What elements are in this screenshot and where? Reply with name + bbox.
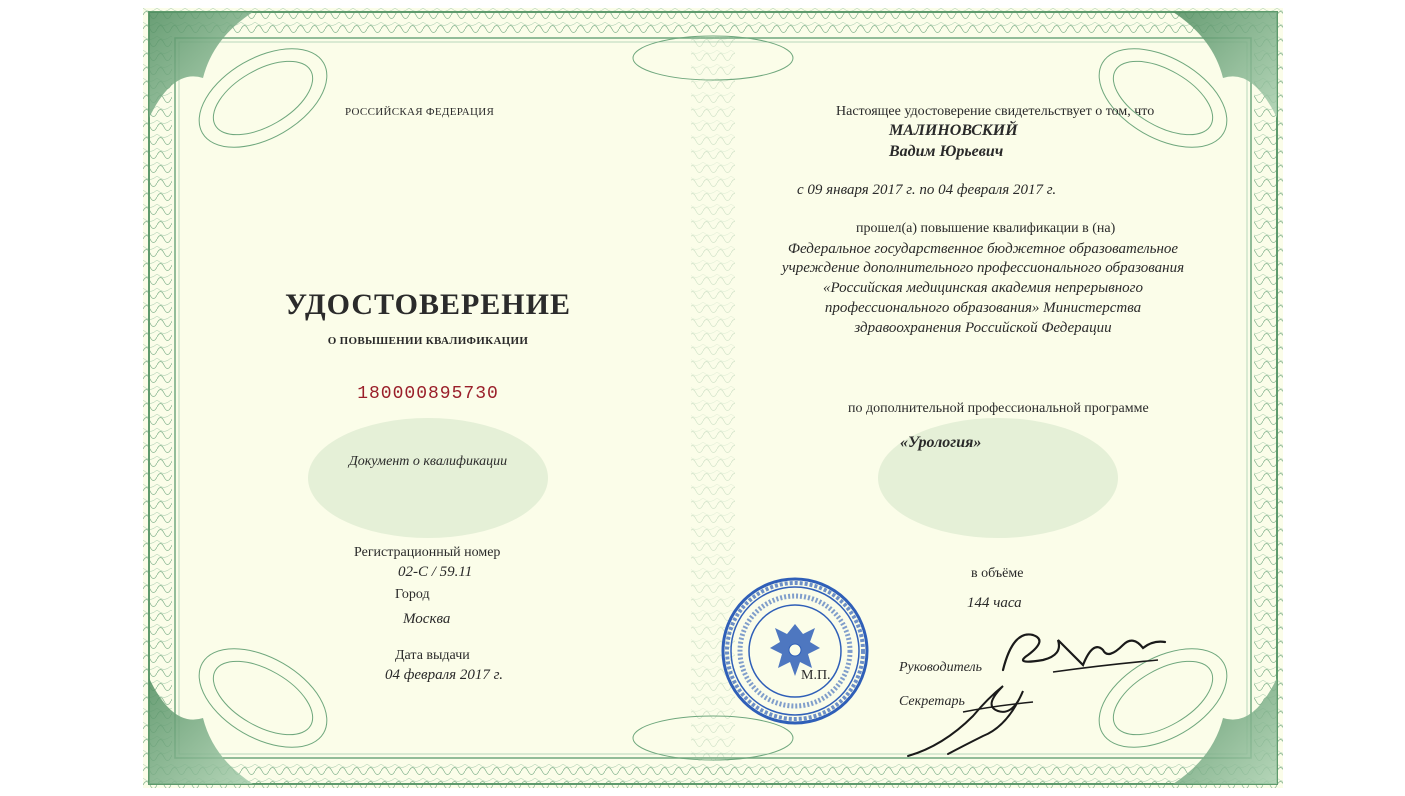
institution-line: учреждение дополнительного профессионального образования xyxy=(781,260,1185,276)
issue-date-label: Дата выдачи xyxy=(395,648,470,663)
institution-line: «Российская медицинская академия непрерывного xyxy=(822,280,1144,296)
program-name: «Урология» xyxy=(900,434,982,451)
given-names: Вадим Юрьевич xyxy=(889,143,1004,160)
program-label: по дополнительной профессиональной программе xyxy=(848,401,1149,416)
serial-number: 180000895730 xyxy=(357,384,499,404)
registration-label: Регистрационный номер xyxy=(354,545,501,560)
document-type: Документ о квалификации xyxy=(348,454,508,469)
city-label: Город xyxy=(395,587,430,602)
intro-text: Настоящее удостоверение свидетельствует о том, что xyxy=(836,104,1155,119)
volume-label: в объёме xyxy=(971,566,1024,581)
document-subtitle: О ПОВЫШЕНИИ КВАЛИФИКАЦИИ xyxy=(327,335,529,347)
document-title: УДОСТОВЕРЕНИЕ xyxy=(285,288,571,321)
training-period: с 09 января 2017 г. по 04 февраля 2017 г. xyxy=(797,182,1057,198)
country-heading: РОССИЙСКАЯ ФЕДЕРАЦИЯ xyxy=(345,106,495,118)
head-label: Руководитель xyxy=(899,660,983,675)
surname: МАЛИНОВСКИЙ xyxy=(889,122,1018,139)
institution-line: здравоохранения Российской Федерации xyxy=(854,320,1112,336)
stamp-place-label: М.П. xyxy=(801,668,831,683)
issue-date-value: 04 февраля 2017 г. xyxy=(385,667,503,683)
certificate-document xyxy=(143,8,1283,788)
institution-line: профессионального образования» Министерства xyxy=(824,300,1142,316)
city-value: Москва xyxy=(403,611,451,627)
secretary-label: Секретарь xyxy=(899,694,965,709)
passed-text: прошел(а) повышение квалификации в (на) xyxy=(856,221,1116,236)
institution-line: Федеральное государственное бюджетное образовательное xyxy=(787,241,1179,257)
head-signature xyxy=(993,620,1173,680)
official-stamp xyxy=(720,576,870,726)
secretary-signature xyxy=(903,676,1063,766)
registration-value: 02-С / 59.11 xyxy=(398,564,473,580)
volume-value: 144 часа xyxy=(967,595,1022,611)
